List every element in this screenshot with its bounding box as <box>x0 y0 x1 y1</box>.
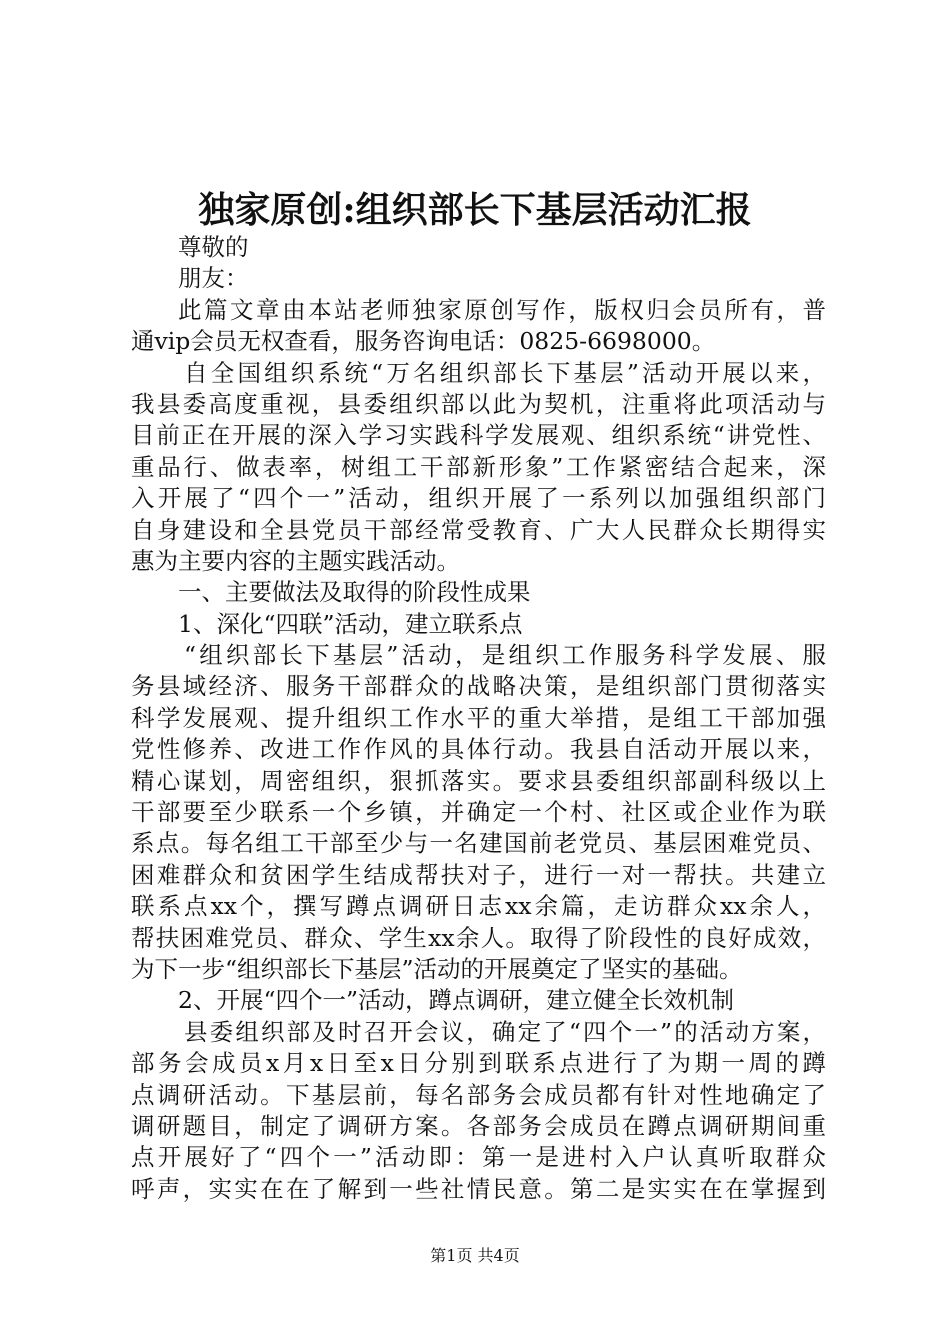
paragraph-line: 自身建设和全县党员干部经常受教育、广大人民群众长期得实 <box>131 515 826 544</box>
paragraph-line: 入开展了“四个一”活动，组织开展了一系列以加强组织部门 <box>131 484 826 513</box>
paragraph-line: 目前正在开展的深入学习实践科学发展观、组织系统“讲党性、 <box>131 421 826 450</box>
paragraph-line: 联系点xx个，撰写蹲点调研日志xx余篇，走访群众xx余人， <box>131 892 826 921</box>
paragraph-line: 此篇文章由本站老师独家原创写作，版权归会员所有，普 <box>178 295 826 324</box>
paragraph-line: 系点。每名组工干部至少与一名建国前老党员、基层困难党员、 <box>131 829 826 858</box>
paragraph-line: 我县委高度重视，县委组织部以此为契机，注重将此项活动与 <box>131 389 826 418</box>
paragraph-line: 惠为主要内容的主题实践活动。 <box>131 546 460 575</box>
section-heading: 一、主要做法及取得的阶段性成果 <box>178 578 531 607</box>
paragraph-line: 帮扶困难党员、群众、学生xx余人。取得了阶段性的良好成效， <box>131 923 826 952</box>
paragraph-line: 务县域经济、服务干部群众的战略决策，是组织部门贯彻落实 <box>131 672 826 701</box>
paragraph-line: “组织部长下基层”活动，是组织工作服务科学发展、服 <box>184 641 826 670</box>
paragraph-line: 困难群众和贫困学生结成帮扶对子，进行一对一帮扶。共建立 <box>131 860 826 889</box>
subsection-heading: 2、开展“四个一”活动，蹲点调研，建立健全长效机制 <box>178 986 734 1015</box>
paragraph-line: 部务会成员x月x日至x日分别到联系点进行了为期一周的蹲 <box>131 1049 826 1078</box>
subsection-heading: 1、深化“四联”活动，建立联系点 <box>178 609 523 638</box>
page-footer: 第1页 共4页 <box>430 1246 520 1265</box>
paragraph-line: 呼声，实实在在了解到一些社情民意。第二是实实在在掌握到 <box>131 1174 826 1203</box>
salutation-line: 尊敬的 <box>178 233 249 261</box>
paragraph-line: 重品行、做表率，树组工干部新形象”工作紧密结合起来，深 <box>131 452 826 481</box>
paragraph-line: 党性修养、改进工作作风的具体行动。我县自活动开展以来， <box>131 735 826 764</box>
paragraph-line: 点开展好了“四个一”活动即：第一是进村入户认真听取群众 <box>131 1143 826 1172</box>
page-title: 独家原创:组织部长下基层活动汇报 <box>198 189 752 231</box>
paragraph-line: 为下一步“组织部长下基层”活动的开展奠定了坚实的基础。 <box>131 954 743 983</box>
paragraph-line: 通vip会员无权查看，服务咨询电话：0825-6698000。 <box>131 327 716 356</box>
paragraph-line: 县委组织部及时召开会议，确定了“四个一”的活动方案， <box>184 1017 826 1046</box>
paragraph-line: 干部要至少联系一个乡镇，并确定一个村、社区或企业作为联 <box>131 798 826 827</box>
document-body <box>131 232 826 1205</box>
paragraph-line: 调研题目，制定了调研方案。各部务会成员在蹲点调研期间重 <box>131 1111 826 1140</box>
paragraph-line: 点调研活动。下基层前，每名部务会成员都有针对性地确定了 <box>131 1080 826 1109</box>
salutation-line: 朋友： <box>178 264 249 293</box>
paragraph-line: 科学发展观、提升组织工作水平的重大举措，是组工干部加强 <box>131 703 826 732</box>
paragraph-line: 自全国组织系统“万名组织部长下基层”活动开展以来， <box>184 358 826 387</box>
paragraph-line: 精心谋划，周密组织，狠抓落实。要求县委组织部副科级以上 <box>131 766 826 795</box>
